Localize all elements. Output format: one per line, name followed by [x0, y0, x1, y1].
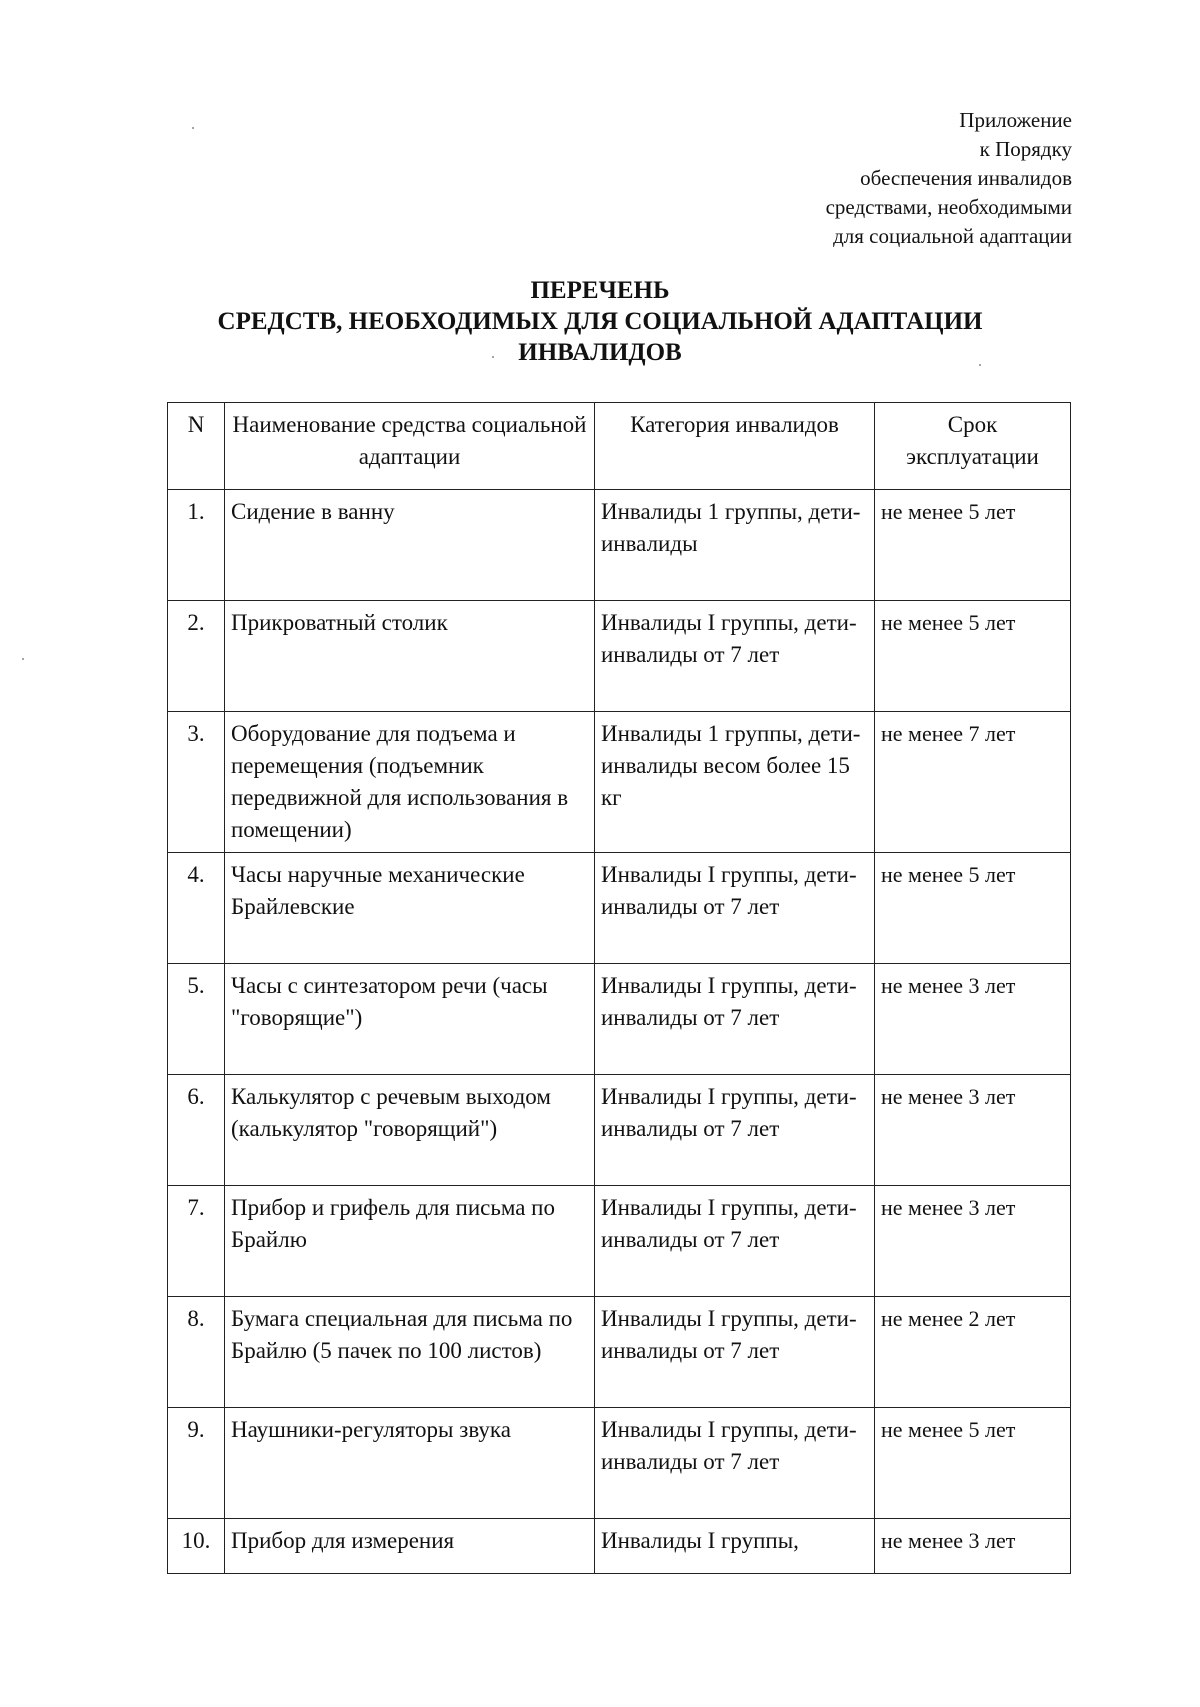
cell-term: не менее 3 лет: [875, 1186, 1071, 1297]
cell-category: Инвалиды 1 группы, дети-инвалиды: [595, 490, 875, 601]
table-row: [168, 964, 1071, 1075]
cell-number: 7.: [168, 1186, 225, 1297]
scan-speck: [979, 364, 981, 366]
cell-name: Калькулятор с речевым выходом (калькулятор "говорящий"): [225, 1075, 595, 1186]
cell-term: не менее 5 лет: [875, 853, 1071, 964]
table-row: [168, 1186, 1071, 1297]
document-title: [0, 275, 1200, 368]
cell-category: Инвалиды I группы, дети-инвалиды от 7 лет: [595, 1075, 875, 1186]
cell-name: Прибор и грифель для письма по Брайлю: [225, 1186, 595, 1297]
cell-name: Бумага специальная для письма по Брайлю (5 пачек по 100 листов): [225, 1297, 595, 1408]
cell-name: Сидение в ванну: [225, 490, 595, 601]
header-term: Срок эксплуатации: [875, 403, 1071, 490]
table-row: [168, 490, 1071, 601]
cell-number: 10.: [168, 1519, 225, 1574]
cell-term: не менее 5 лет: [875, 601, 1071, 712]
cell-number: 9.: [168, 1408, 225, 1519]
cell-category: Инвалиды I группы, дети-инвалиды от 7 лет: [595, 964, 875, 1075]
appendix-line: для социальной адаптации: [833, 224, 1072, 248]
means-table: [167, 402, 1071, 1574]
cell-category: Инвалиды 1 группы, дети-инвалиды весом более 15 кг: [595, 712, 875, 853]
scan-speck: [492, 356, 494, 358]
scan-speck: [192, 127, 194, 129]
cell-number: 6.: [168, 1075, 225, 1186]
header-number: N: [168, 403, 225, 490]
cell-name: Наушники-регуляторы звука: [225, 1408, 595, 1519]
header-category: Категория инвалидов: [595, 403, 875, 490]
cell-name: Часы наручные механические Брайлевские: [225, 853, 595, 964]
title-line: СРЕДСТВ, НЕОБХОДИМЫХ ДЛЯ СОЦИАЛЬНОЙ АДАПТАЦИИ: [217, 308, 983, 335]
table-row: [168, 1075, 1071, 1186]
appendix-line: обеспечения инвалидов: [860, 166, 1072, 190]
cell-category: Инвалиды I группы, дети-инвалиды от 7 лет: [595, 601, 875, 712]
appendix-line: к Порядку: [979, 137, 1072, 161]
cell-category: Инвалиды I группы,: [595, 1519, 875, 1574]
table-row: [168, 1519, 1071, 1574]
cell-category: Инвалиды I группы, дети-инвалиды от 7 лет: [595, 1186, 875, 1297]
cell-number: 4.: [168, 853, 225, 964]
cell-term: не менее 2 лет: [875, 1297, 1071, 1408]
cell-name: Часы с синтезатором речи (часы "говорящие"): [225, 964, 595, 1075]
cell-term: не менее 5 лет: [875, 490, 1071, 601]
cell-number: 2.: [168, 601, 225, 712]
appendix-note: [826, 106, 1072, 251]
title-line: ПЕРЕЧЕНЬ: [530, 277, 670, 304]
appendix-line: Приложение: [959, 108, 1072, 132]
cell-term: не менее 3 лет: [875, 964, 1071, 1075]
title-line: ИНВАЛИДОВ: [518, 339, 682, 366]
cell-term: не менее 3 лет: [875, 1519, 1071, 1574]
cell-category: Инвалиды I группы, дети-инвалиды от 7 лет: [595, 853, 875, 964]
table-row: [168, 1408, 1071, 1519]
cell-name: Оборудование для подъема и перемещения (подъемник передвижной для использования в помещении): [225, 712, 595, 853]
cell-number: 1.: [168, 490, 225, 601]
cell-term: не менее 5 лет: [875, 1408, 1071, 1519]
table-header-row: [168, 403, 1071, 490]
table-row: [168, 1297, 1071, 1408]
cell-term: не менее 3 лет: [875, 1075, 1071, 1186]
cell-category: Инвалиды I группы, дети-инвалиды от 7 лет: [595, 1408, 875, 1519]
header-name: Наименование средства социальной адаптации: [225, 403, 595, 490]
table-row: [168, 601, 1071, 712]
appendix-line: средствами, необходимыми: [825, 195, 1072, 219]
cell-number: 5.: [168, 964, 225, 1075]
scan-speck: [22, 658, 24, 660]
cell-number: 8.: [168, 1297, 225, 1408]
table-row: [168, 712, 1071, 853]
cell-number: 3.: [168, 712, 225, 853]
cell-name: Прибор для измерения: [225, 1519, 595, 1574]
cell-term: не менее 7 лет: [875, 712, 1071, 853]
cell-name: Прикроватный столик: [225, 601, 595, 712]
table-row: [168, 853, 1071, 964]
cell-category: Инвалиды I группы, дети-инвалиды от 7 лет: [595, 1297, 875, 1408]
